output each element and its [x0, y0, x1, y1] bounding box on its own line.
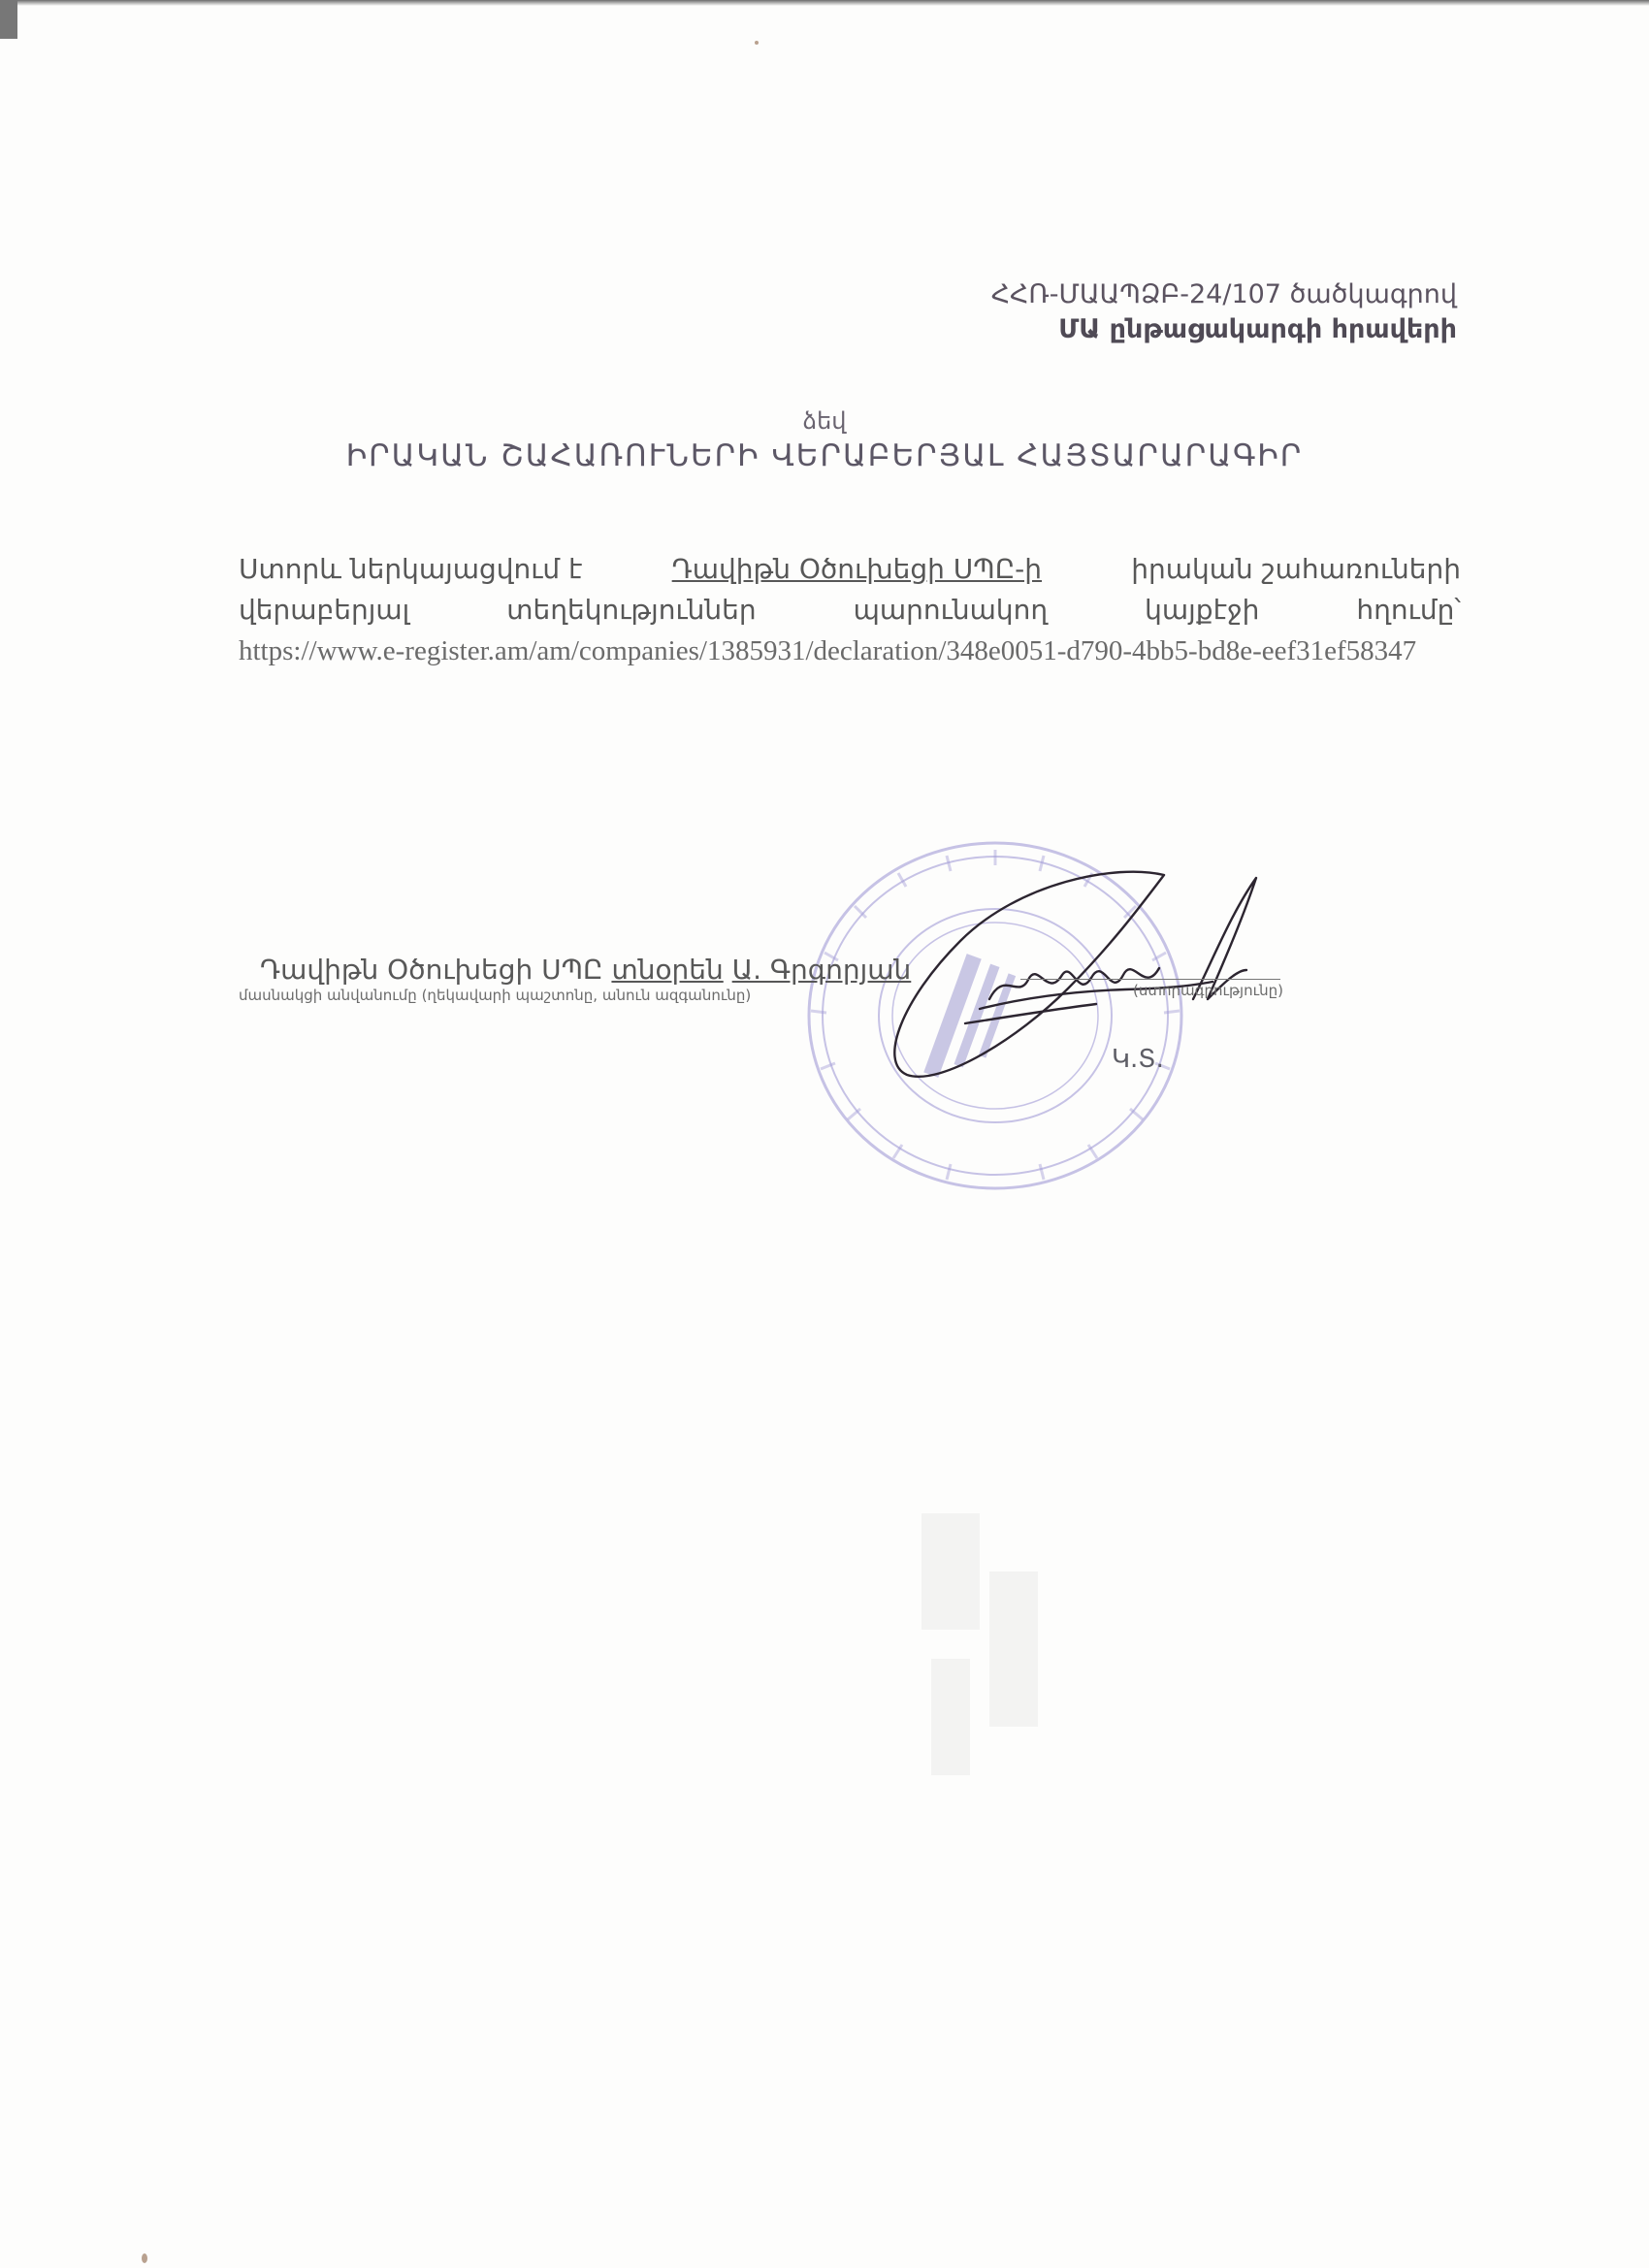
tender-code-reference: [991, 277, 1457, 347]
tender-code-line: ՀՀՌ-ՄԱԱՊՁԲ-24/107 ծածկագրով: [990, 279, 1457, 309]
intro-text: Ստորև ներկայացվում է: [239, 553, 583, 585]
scan-edge-mark: [0, 0, 17, 39]
signature-rule: [1020, 979, 1280, 980]
signatory-line: [260, 954, 911, 986]
body-line: [239, 549, 1461, 590]
body-word: կայքէջի: [1145, 594, 1260, 626]
faint-bleedthrough-mark: [902, 1513, 1067, 1785]
scan-speck: [755, 41, 759, 45]
form-label: ձեվ: [802, 407, 847, 435]
body-word: վերաբերյալ: [239, 594, 410, 626]
beneficiaries-text: իրական շահառուների: [1131, 553, 1461, 585]
document-title: ԻՐԱԿԱՆ ՇԱՀԱՌՈՒՆԵՐԻ ՎԵՐԱԲԵՐՅԱԼ ՀԱՅՏԱՐԱՐԱԳԻՐ: [345, 438, 1304, 473]
company-name: Դավիթն Օծուխեցի ՍՊԸ-ի: [671, 553, 1043, 585]
signatory-caption: մասնակցի անվանումը (ղեկավարի պաշտոնը, անուն ազգանունը): [239, 987, 752, 1004]
signatory-position: տնօրեն: [611, 954, 724, 986]
seal-label: Կ.Տ.: [1112, 1045, 1164, 1074]
scan-edge: [0, 0, 1649, 6]
handwritten-signature: [873, 854, 1280, 1096]
declaration-url: https://www.e-register.am/am/companies/1385931/declaration/348e0051-d790-4bb5-bd8e-eef31ef58347: [239, 635, 1417, 666]
signature-caption: (ստորագրությունը): [1133, 982, 1284, 999]
signatory-name: Ա. Գրգորյան: [731, 954, 912, 986]
declaration-body: [239, 549, 1461, 671]
body-word: հղումը՝: [1356, 594, 1461, 626]
body-word: պարունակող: [853, 594, 1049, 626]
body-word: տեղեկություններ: [506, 594, 757, 626]
signatory-org: Դավիթն Օծուխեցի ՍՊԸ: [260, 954, 603, 986]
scan-speck: [142, 2253, 147, 2263]
invitation-line: ՄԱ ընթացակարգի հրավերի: [1058, 314, 1457, 344]
body-line: [239, 590, 1461, 631]
